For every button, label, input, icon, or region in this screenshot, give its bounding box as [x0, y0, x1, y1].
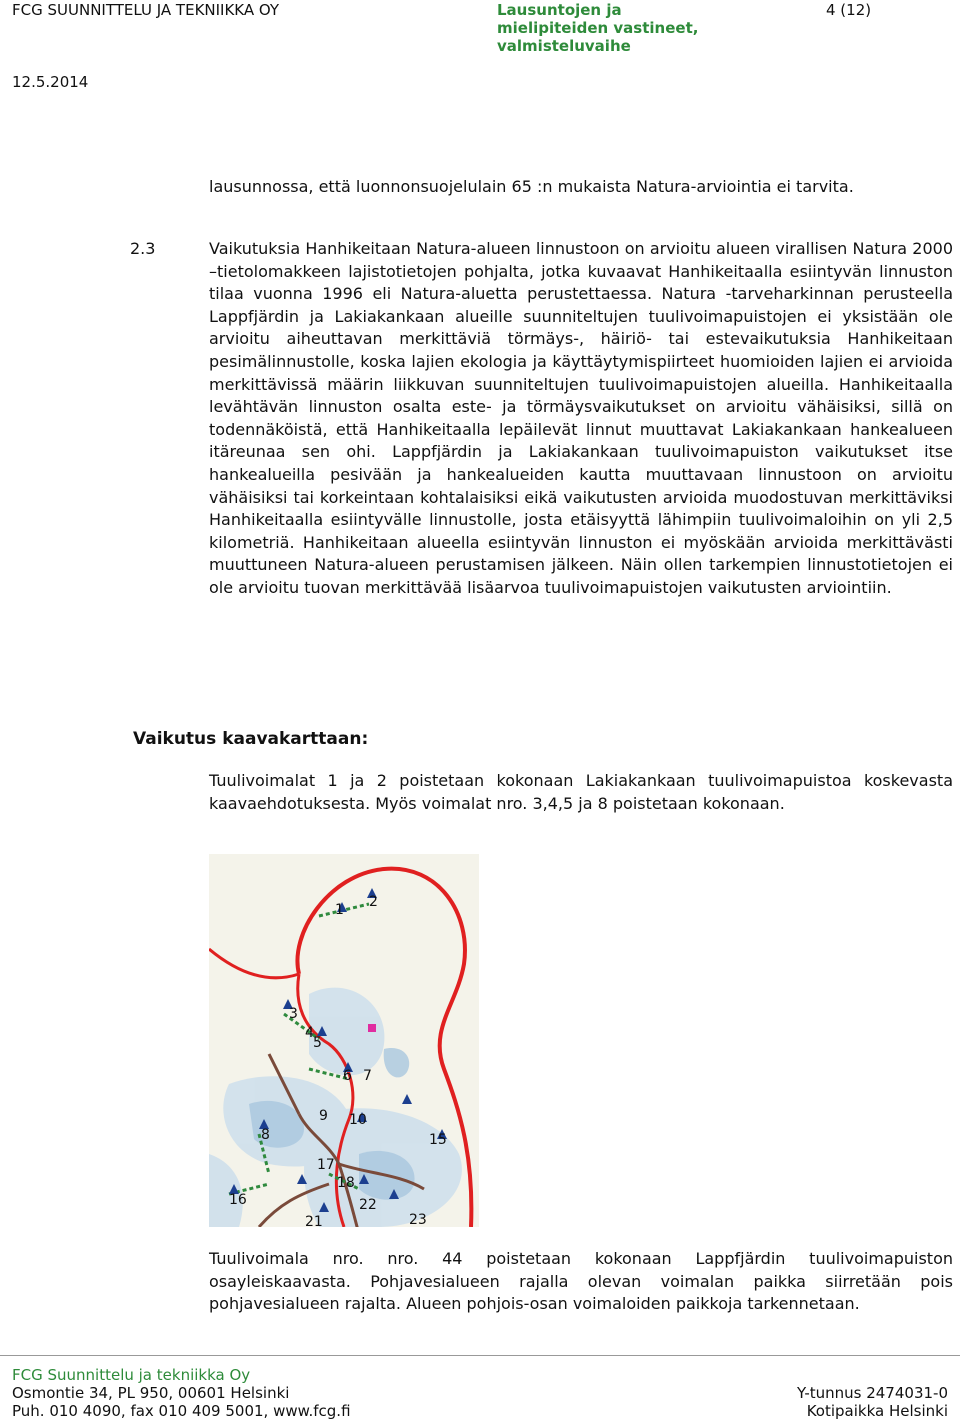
svg-text:1: 1: [335, 902, 344, 918]
svg-text:22: 22: [359, 1197, 377, 1213]
footer-address-row: [12, 1384, 948, 1403]
company-name: FCG SUUNNITTELU JA TEKNIIKKA OY: [12, 1, 280, 19]
svg-text:2: 2: [369, 894, 378, 910]
svg-text:9: 9: [319, 1108, 328, 1124]
paragraph-section-2-3: Vaikutuksia Hanhikeitaan Natura-alueen linnustoon on arvioitu alueen virallisen Natura 2000 –tietolomakkeen lajistotietojen pohjalta, jotka kuvaavat Hanhikeitaalla esiintyvän linnuston tilaa vuonna 1996 eli Natura-aluetta perustettaessa. Natura -tarveharkinnan perusteella Lappfjärdin ja Lakiakankaan alueille suunniteltujen tuulivoimapuistojen ei yksistään ole arvioitu aiheuttavan merkittäviä törmäys-, häiriö- tai estevaikutuksia Hanhikeitaan pesimälinnustolle, koska lajien ekologia ja käyttäytymispiirteet huomioiden lajien ei arvioida merkittävissä määrin liikkuvan suunniteltujen tuulivoimapuistojen alueilla. Hanhikeitaalla levähtävän linnuston osalta este- ja törmäysvaikutukset on arvioitu vähäisiksi, sillä on todennäköistä, että Hanhikeitaalla lepäilevät linnut muuttavat Lakiakankaan hankealueen itäreunaa sen ohi. Lappfjärdin ja Lakiakankaan tuulivoimapuiston vaikutukset itse hankealueilla pesivään ja hankealueiden kautta muuttavaan linnustoon on arvioitu vähäisiksi tai korkeintaan kohtalaisiksi eikä vaikutusten arvioida muodostuvan merkittäviksi Hanhikeitaalla esiintyvälle linnustolle, josta etäisyyttä lähimpiin tuulivoimaloihin on yli 2,5 kilometriä. Hanhikeitaan alueella esiintyvän linnuston ei myöskään arvioida merkittävästi muuttuneen Natura-alueen perustamisen jälkeen. Näin ollen tarkempien linnustotietojen ei ole arvioitu tuovan merkittävää lisäarvoa tuulivoimapuistojen vaikutusten arviointiin.: [209, 239, 953, 597]
heading-kaavakartta: Vaikutus kaavakarttaan:: [133, 729, 369, 749]
footer-company: FCG Suunnittelu ja tekniikka Oy: [12, 1366, 251, 1384]
svg-text:8: 8: [261, 1127, 270, 1143]
footer-domicile: Kotipaikka Helsinki: [806, 1402, 948, 1420]
paragraph-turbines-removed: Tuulivoimalat 1 ja 2 poistetaan kokonaan Lakiakankaan tuulivoimapuistoa koskevasta kaavaehdotuksesta. Myös voimalat nro. 3,4,5 ja 8 poistetaan kokonaan.: [209, 771, 953, 813]
svg-text:17: 17: [317, 1157, 335, 1173]
footer-address: Osmontie 34, PL 950, 00601 Helsinki: [12, 1384, 290, 1402]
footer-contact-row: [12, 1402, 948, 1421]
doc-title-line2: mielipiteiden vastineet,: [497, 19, 699, 37]
footer-divider: [0, 1355, 960, 1356]
svg-text:15: 15: [429, 1132, 447, 1148]
zoning-map-image: [209, 854, 479, 1227]
paragraph-intro: lausunnossa, että luonnonsuojelulain 65 :n mukaista Natura-arviointia ei tarvita.: [209, 177, 854, 196]
footer-contact: Puh. 010 4090, fax 010 409 5001, www.fcg.fi: [12, 1402, 351, 1420]
svg-text:23: 23: [409, 1212, 427, 1227]
svg-text:4: 4: [305, 1025, 314, 1041]
svg-text:3: 3: [289, 1006, 298, 1022]
svg-text:18: 18: [337, 1175, 355, 1191]
doc-title-line3: valmisteluvaihe: [497, 37, 631, 55]
page-number: 4 (12): [826, 1, 872, 19]
svg-text:7: 7: [363, 1068, 372, 1084]
svg-text:10: 10: [349, 1112, 367, 1128]
document-date: 12.5.2014: [12, 73, 89, 91]
footer-business-id: Y-tunnus 2474031-0: [796, 1384, 948, 1402]
svg-text:16: 16: [229, 1192, 247, 1208]
svg-text:21: 21: [305, 1214, 323, 1227]
doc-title-line1: Lausuntojen ja: [497, 1, 622, 19]
paragraph-turbine-44: Tuulivoimala nro. nro. 44 poistetaan kokonaan Lappfjärdin tuulivoimapuiston osayleiskaavasta. Pohjavesialueen rajalla olevan voimalan paikka siirretään pois pohjavesialueen rajalta. Alueen pohjois-osan voimaloiden paikkoja tarkennetaan.: [209, 1249, 953, 1314]
svg-text:5: 5: [313, 1035, 322, 1051]
section-number: 2.3: [130, 239, 156, 258]
svg-text:6: 6: [343, 1068, 352, 1084]
